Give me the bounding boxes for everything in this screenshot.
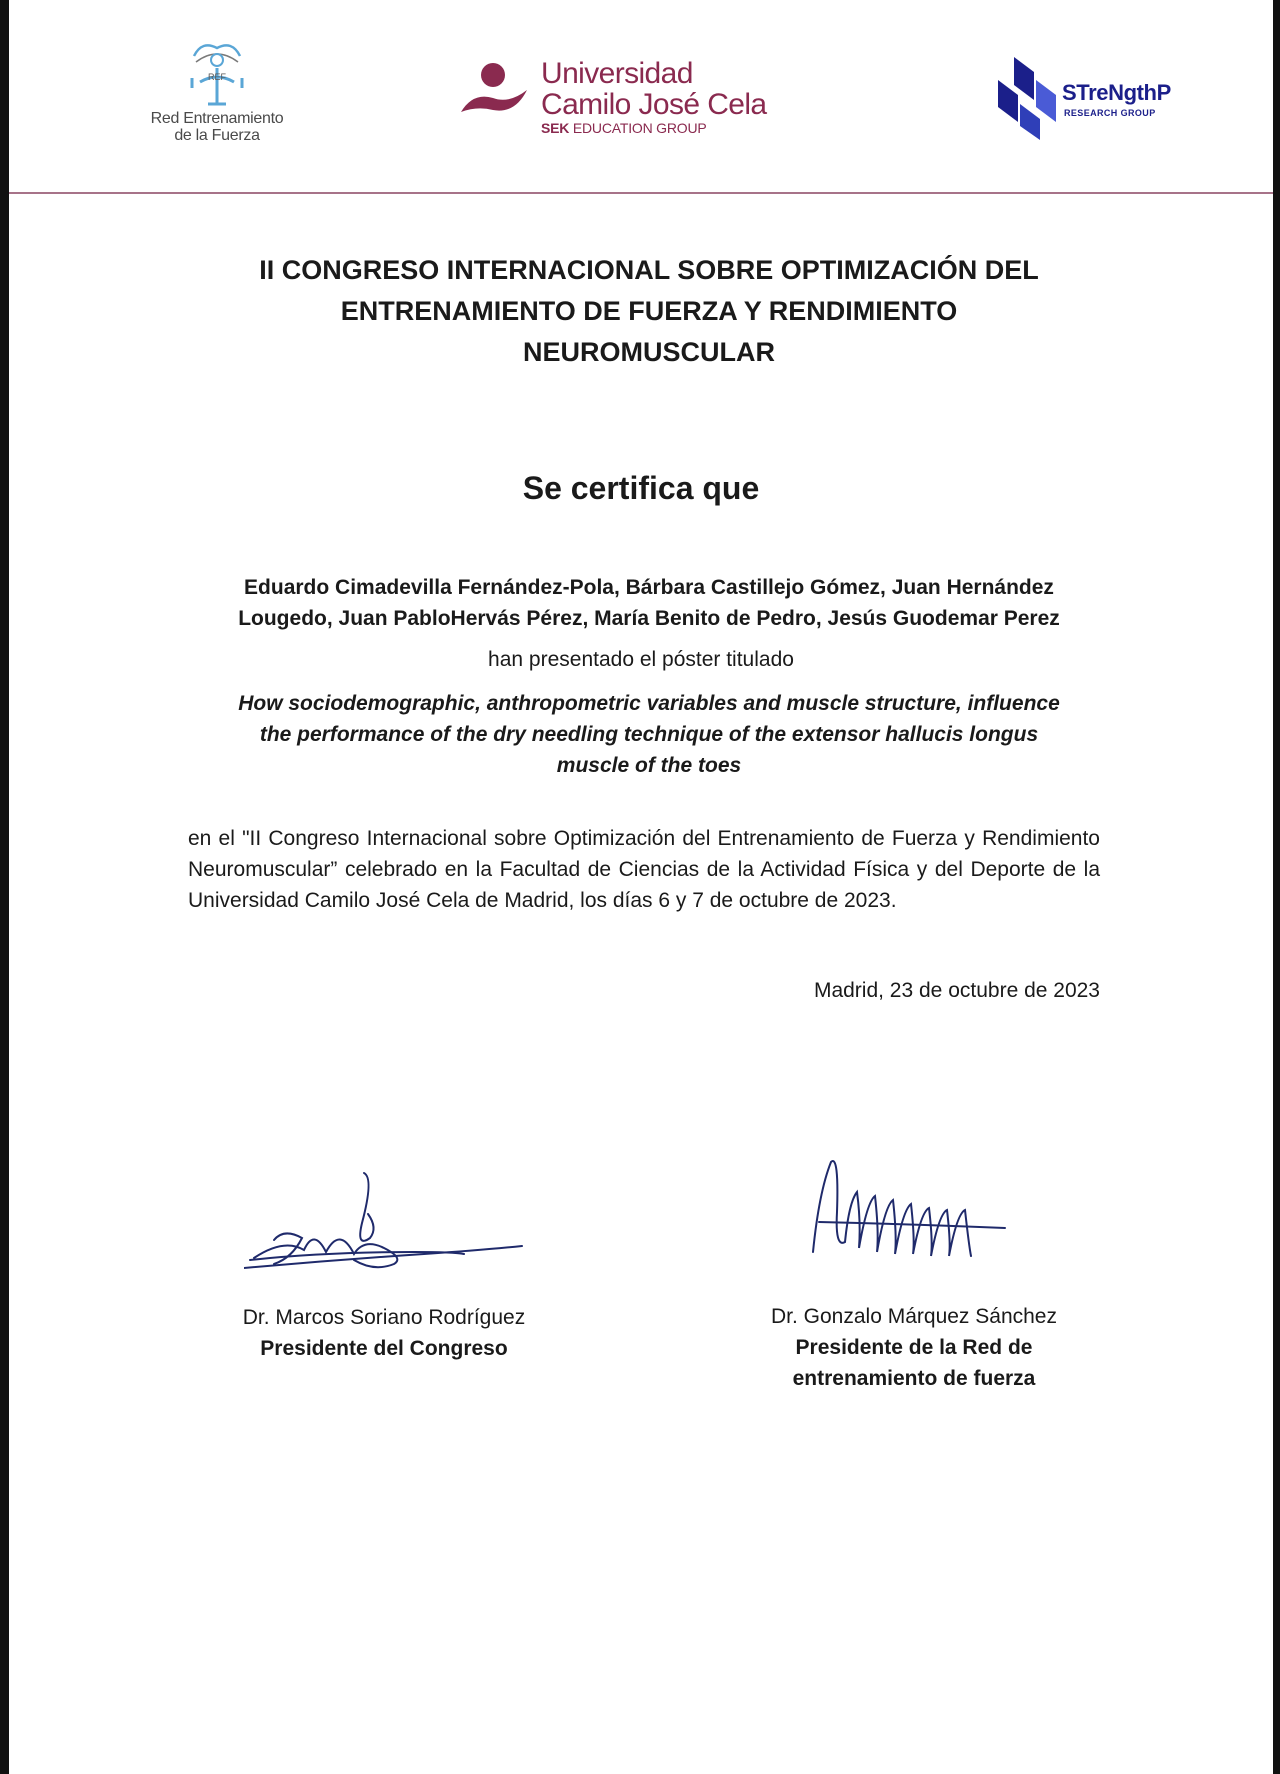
certifies-heading: Se certifica que [522,470,760,506]
authors-line2: Lougedo, Juan PabloHervás Pérez, María Benito de Pedro, Jesús Guodemar Perez [238,607,1060,630]
strength-logo [994,52,1194,142]
ref-badge: REF [208,72,226,82]
ucjc-name-line1: Universidad [541,57,693,90]
poster-line2: the performance of the dry needling technique of the extensor hallucis longus [259,723,1039,746]
poster-line1: How sociodemographic, anthropometric variables and muscle structure, influence [238,692,1060,715]
signer-right [739,1301,1089,1394]
ref-logo-line1: Red Entrenamiento [150,110,284,127]
signature-left [244,1168,534,1278]
scan-edge-left [0,0,9,1774]
presented-text: han presentado el póster titulado [488,648,794,671]
authors [199,572,1099,634]
ref-logo-line2: de la Fuerza [174,127,260,144]
ucjc-sek [541,120,707,136]
strength-emblem-icon [994,52,1060,142]
scan-edge-right [1273,0,1280,1774]
ucjc-sek-rest: EDUCATION GROUP [569,120,707,136]
authors-line1: Eduardo Cimadevilla Fernández-Pola, Bárbara Castillejo Gómez, Juan Hernández [244,576,1054,599]
title-line1: II CONGRESO INTERNACIONAL SOBRE OPTIMIZACIÓN DEL [259,255,1039,285]
ref-emblem-icon [182,38,252,110]
signer-left-name: Dr. Marcos Soriano Rodríguez [242,1306,526,1329]
strength-sub: RESEARCH GROUP [1064,108,1156,118]
title-line2: ENTRENAMIENTO DE FUERZA Y RENDIMIENTO [340,296,958,326]
signer-left-role: Presidente del Congreso [260,1337,508,1360]
title-line3: NEUROMUSCULAR [523,337,775,367]
congress-title [189,250,1109,373]
signer-left [209,1302,559,1364]
ucjc-sek-bold: SEK [541,120,570,136]
ucjc-name-line2: Camilo José Cela [541,88,767,121]
signature-right [809,1152,1009,1262]
strength-name: STreNgthP [1062,80,1171,105]
signer-right-role-line1: Presidente de la Red de [795,1336,1033,1359]
ref-logo [137,38,297,158]
poster-title [199,688,1099,781]
signer-right-role-line2: entrenamiento de fuerza [792,1367,1036,1390]
issue-date: Madrid, 23 de octubre de 2023 [813,979,1100,1002]
poster-line3: muscle of the toes [556,754,742,777]
signer-right-name: Dr. Gonzalo Márquez Sánchez [771,1305,1057,1328]
ucjc-emblem-icon [459,62,531,122]
certificate-page [9,0,1273,1774]
header-divider [9,192,1273,194]
certificate-body: en el "II Congreso Internacional sobre Optimización del Entrenamiento de Fuerza y Rendimiento Neuromuscular” celebrado en la Facultad de Ciencias de la Actividad Física y del Deporte de la Universidad Camilo José Cela de Madrid, los días 6 y 7 de octubre de 2023. [188,827,1100,912]
ucjc-name [541,58,767,120]
ucjc-logo [459,58,799,138]
